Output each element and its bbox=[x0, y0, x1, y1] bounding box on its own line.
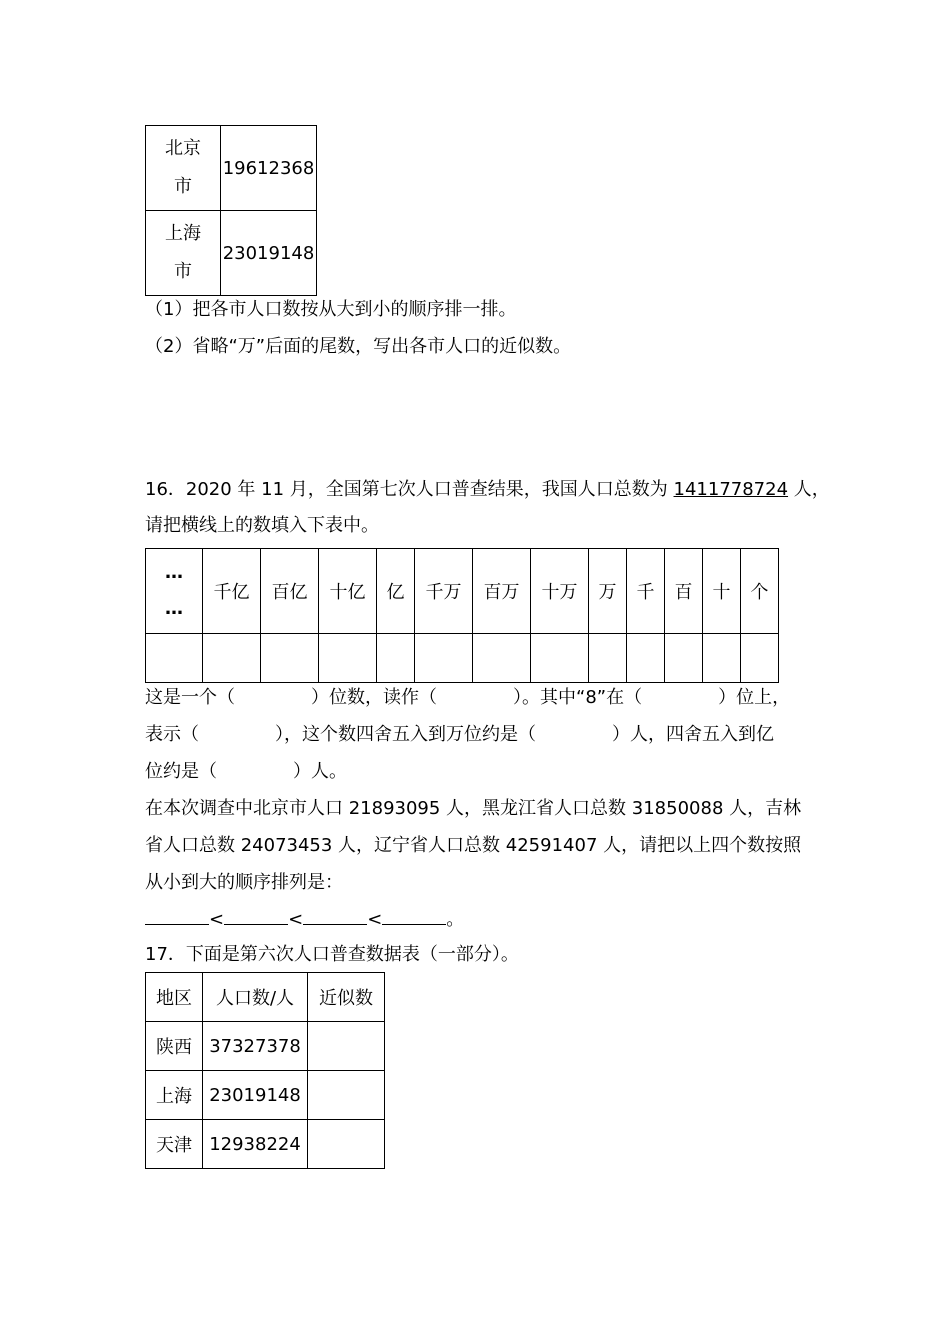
q16-sort-line3: 从小到大的顺序排列是： bbox=[145, 872, 343, 893]
place-header: 十万 bbox=[531, 549, 589, 634]
city-name-cell bbox=[146, 211, 221, 296]
answer-blank[interactable] bbox=[382, 906, 446, 925]
place-header: 个 bbox=[741, 549, 779, 634]
place-header: 百亿 bbox=[261, 549, 319, 634]
q16-fill-line3 bbox=[145, 760, 347, 784]
header-cell: 地区 bbox=[146, 973, 203, 1022]
fill-text: 这是一个（ bbox=[145, 687, 235, 708]
place-header: 千 bbox=[627, 549, 665, 634]
q16-sort-blanks bbox=[145, 906, 464, 932]
q16-intro-text: 16．2020 年 11 月，全国第七次人口普查结果，我国人口总数为 bbox=[145, 479, 674, 500]
place-header: 亿 bbox=[377, 549, 415, 634]
empty-cell[interactable] bbox=[703, 634, 741, 683]
answer-blank[interactable] bbox=[145, 906, 209, 925]
place-header: 十 bbox=[703, 549, 741, 634]
city-name-cell bbox=[146, 126, 221, 211]
population-cell: 23019148 bbox=[203, 1071, 308, 1120]
place-header: 千亿 bbox=[203, 549, 261, 634]
fill-text: ）人。 bbox=[293, 761, 347, 782]
empty-cell[interactable] bbox=[261, 634, 319, 683]
table-row bbox=[146, 1022, 385, 1071]
region-cell: 陕西 bbox=[146, 1022, 203, 1071]
q16-intro-line2: 请把横线上的数填入下表中。 bbox=[145, 515, 379, 536]
population-cell: 23019148 bbox=[221, 211, 317, 296]
q15-part2: （2）省略“万”后面的尾数，写出各市人口的近似数。 bbox=[145, 336, 572, 357]
header-cell: 人口数/人 bbox=[203, 973, 308, 1022]
q15-part1: （1）把各市人口数按从大到小的顺序排一排。 bbox=[145, 299, 517, 320]
answer-blank[interactable] bbox=[224, 906, 288, 925]
approx-cell[interactable] bbox=[308, 1022, 385, 1071]
ellipsis-cell bbox=[146, 549, 203, 634]
place-header: 百 bbox=[665, 549, 703, 634]
q16-intro-suffix: 人， bbox=[788, 479, 830, 500]
approx-cell[interactable] bbox=[308, 1120, 385, 1169]
table-row bbox=[146, 634, 779, 683]
empty-cell[interactable] bbox=[319, 634, 377, 683]
table-row bbox=[146, 973, 385, 1022]
city-name-line1: 北京 bbox=[165, 138, 201, 159]
fill-text: 位约是（ bbox=[145, 761, 217, 782]
region-cell: 上海 bbox=[146, 1071, 203, 1120]
empty-cell[interactable] bbox=[665, 634, 703, 683]
less-than-sign: < bbox=[367, 909, 383, 930]
approx-cell[interactable] bbox=[308, 1071, 385, 1120]
city-name-line1: 上海 bbox=[165, 223, 201, 244]
empty-cell[interactable] bbox=[627, 634, 665, 683]
place-header: 十亿 bbox=[319, 549, 377, 634]
place-value-table bbox=[145, 548, 779, 683]
less-than-sign: < bbox=[209, 909, 225, 930]
empty-cell[interactable] bbox=[741, 634, 779, 683]
city-name-line2: 市 bbox=[174, 176, 192, 197]
q16-sort-line1: 在本次调查中北京市人口 21893095 人，黑龙江省人口总数 31850088 人，吉林 bbox=[145, 798, 802, 819]
population-cell: 12938224 bbox=[203, 1120, 308, 1169]
fill-text: ）人，四舍五入到亿 bbox=[612, 724, 774, 745]
q16-fill-line1 bbox=[145, 686, 790, 710]
q16-intro-line1 bbox=[145, 478, 830, 502]
less-than-sign: < bbox=[288, 909, 304, 930]
city-population-table bbox=[145, 125, 317, 296]
header-cell: 近似数 bbox=[308, 973, 385, 1022]
fill-text: ），这个数四舍五入到万位约是（ bbox=[275, 724, 536, 745]
empty-cell[interactable] bbox=[415, 634, 473, 683]
place-header: 万 bbox=[589, 549, 627, 634]
population-cell: 37327378 bbox=[203, 1022, 308, 1071]
empty-cell[interactable] bbox=[589, 634, 627, 683]
fill-text: ）位数，读作（ bbox=[311, 687, 437, 708]
table-row bbox=[146, 549, 779, 634]
table-row bbox=[146, 211, 317, 296]
answer-blank[interactable] bbox=[303, 906, 367, 925]
q16-fill-line2 bbox=[145, 723, 774, 747]
underlined-number: 1411778724 bbox=[673, 479, 789, 500]
place-header: 千万 bbox=[415, 549, 473, 634]
empty-cell[interactable] bbox=[203, 634, 261, 683]
empty-cell[interactable] bbox=[146, 634, 203, 683]
ellipsis-line2: … bbox=[165, 598, 183, 619]
city-name-line2: 市 bbox=[174, 261, 192, 282]
table-row bbox=[146, 1120, 385, 1169]
q16-sort-line2: 省人口总数 24073453 人，辽宁省人口总数 42591407 人，请把以上四个数按照 bbox=[145, 835, 802, 856]
census-table bbox=[145, 972, 385, 1169]
empty-cell[interactable] bbox=[473, 634, 531, 683]
empty-cell[interactable] bbox=[531, 634, 589, 683]
place-header: 百万 bbox=[473, 549, 531, 634]
ellipsis-line1: … bbox=[165, 562, 183, 583]
fill-text: ）。其中“8”在（ bbox=[513, 687, 643, 708]
period: 。 bbox=[446, 909, 465, 930]
table-row bbox=[146, 1071, 385, 1120]
population-cell: 19612368 bbox=[221, 126, 317, 211]
table-row bbox=[146, 126, 317, 211]
q17-title: 17．下面是第六次人口普查数据表（一部分）。 bbox=[145, 944, 519, 965]
fill-text: 表示（ bbox=[145, 724, 199, 745]
fill-text: ）位上， bbox=[718, 687, 791, 708]
region-cell: 天津 bbox=[146, 1120, 203, 1169]
empty-cell[interactable] bbox=[377, 634, 415, 683]
